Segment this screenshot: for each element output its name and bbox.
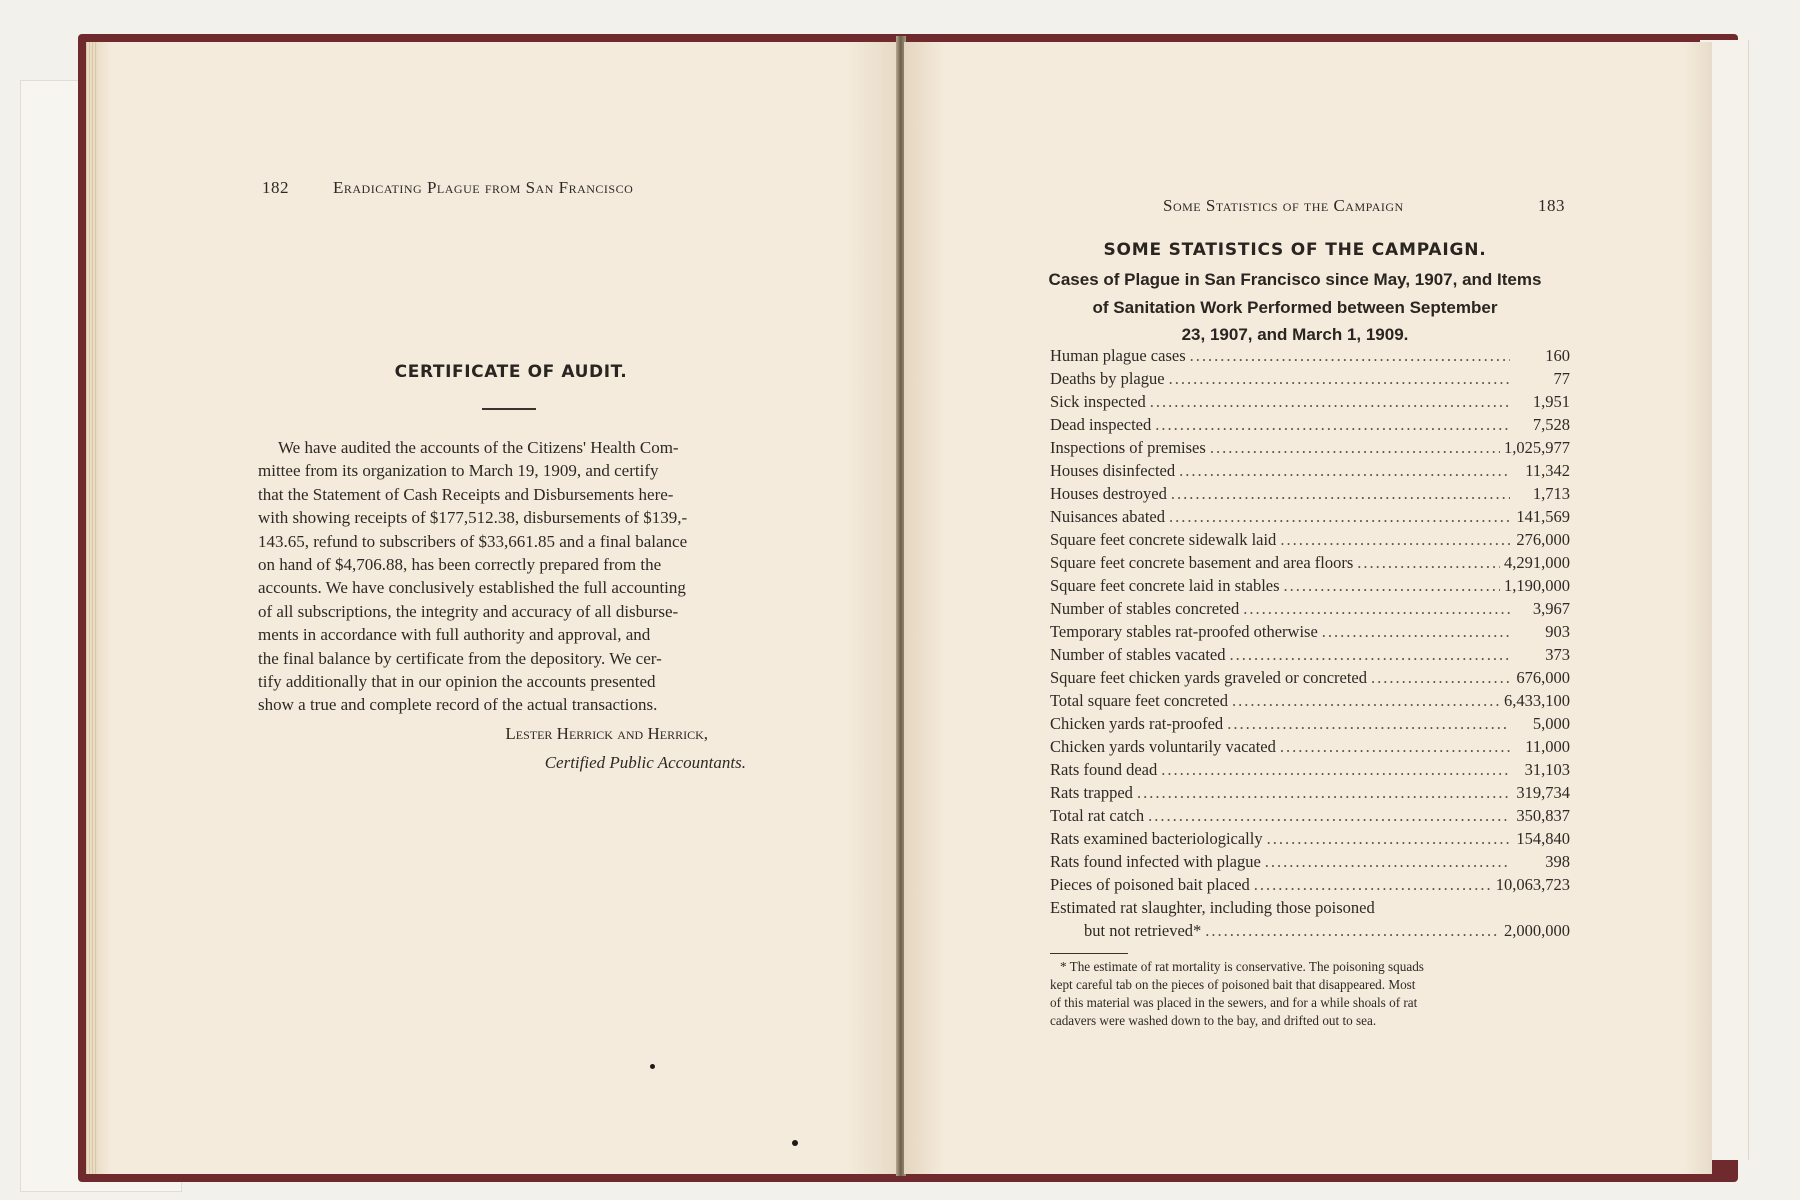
footnote-line: of this material was placed in the sewers, and for a while shoals of rat xyxy=(1050,995,1418,1010)
row-value: 1,951 xyxy=(1532,392,1570,411)
row-label: Chicken yards voluntarily vacated xyxy=(1050,737,1276,756)
row-value: 1,190,000 xyxy=(1504,576,1570,595)
leader-dots xyxy=(1179,461,1510,481)
title-divider xyxy=(482,408,536,410)
table-row xyxy=(1050,599,1570,622)
row-label: Rats trapped xyxy=(1050,783,1133,802)
table-row xyxy=(1050,875,1570,898)
table-row xyxy=(1050,553,1570,576)
row-label: Houses destroyed xyxy=(1050,484,1167,503)
table-row xyxy=(1050,507,1570,530)
row-value: 11,000 xyxy=(1525,737,1570,756)
table-row xyxy=(1050,852,1570,875)
signer-title: Certified Public Accountants. xyxy=(544,753,746,772)
row-label: Rats examined bacteriologically xyxy=(1050,829,1263,848)
footnote-line: kept careful tab on the pieces of poisoned bait that disappeared. Most xyxy=(1050,977,1416,992)
certificate-title: CERTIFICATE OF AUDIT. xyxy=(394,362,628,382)
leader-dots xyxy=(1169,369,1510,389)
leader-dots xyxy=(1137,783,1510,803)
certificate-line: 143.65, refund to subscribers of $33,661.85 and a final balance xyxy=(258,531,688,551)
statistics-title: SOME STATISTICS OF THE CAMPAIGN. xyxy=(1103,240,1487,260)
table-row xyxy=(1050,691,1570,714)
row-label: Square feet concrete laid in stables xyxy=(1050,576,1280,595)
row-label: Inspections of premises xyxy=(1050,438,1206,457)
row-value: 31,103 xyxy=(1524,760,1570,779)
right-page-number: 183 xyxy=(1538,196,1565,215)
certificate-body xyxy=(258,436,768,717)
certificate-line: that the Statement of Cash Receipts and Disbursements here- xyxy=(258,484,674,504)
footnote-line: * The estimate of rat mortality is conservative. The poisoning squads xyxy=(1060,959,1424,974)
certificate-line: mittee from its organization to March 19, 1909, and certify xyxy=(258,461,659,481)
footnote xyxy=(1050,958,1558,1030)
signer-name: Lester Herrick and Herrick, xyxy=(505,724,708,743)
certificate-line: ments in accordance with full authority and approval, and xyxy=(258,625,651,645)
table-row xyxy=(1050,760,1570,783)
row-value: 160 xyxy=(1545,346,1570,365)
row-label: Total rat catch xyxy=(1050,806,1145,825)
table-row xyxy=(1050,346,1570,369)
row-value: 77 xyxy=(1553,369,1570,388)
footnote-rule xyxy=(1050,953,1128,954)
subtitle-line: Cases of Plague in San Francisco since May, 1907, and Items xyxy=(1048,270,1542,289)
row-value: 2,000,000 xyxy=(1504,921,1570,940)
row-label: Number of stables concreted xyxy=(1050,599,1240,618)
table-row xyxy=(1050,484,1570,507)
subtitle-line: of Sanitation Work Performed between September xyxy=(1092,297,1498,317)
leader-dots xyxy=(1254,875,1492,895)
table-row xyxy=(1050,898,1570,921)
table-row xyxy=(1050,369,1570,392)
certificate-line: show a true and complete record of the actual transactions. xyxy=(258,695,658,715)
leader-dots xyxy=(1161,760,1510,780)
table-row xyxy=(1050,668,1570,691)
table-row xyxy=(1050,783,1570,806)
leader-dots xyxy=(1280,737,1510,757)
leader-dots xyxy=(1169,507,1510,527)
certificate-line: with showing receipts of $177,512.38, disbursements of $139,- xyxy=(258,508,688,528)
table-row xyxy=(1050,415,1570,438)
row-label: Rats found dead xyxy=(1050,760,1158,779)
row-label: Number of stables vacated xyxy=(1050,645,1226,664)
ink-speck xyxy=(792,1140,798,1146)
leader-dots xyxy=(1232,691,1500,711)
footnote-line: cadavers were washed down to the bay, and drifted out to sea. xyxy=(1050,1013,1377,1028)
certificate-line: accounts. We have conclusively established the full accounting xyxy=(258,578,686,598)
right-running-head: Some Statistics of the Campaign xyxy=(1163,196,1404,215)
row-value: 5,000 xyxy=(1532,714,1570,733)
leader-dots xyxy=(1267,829,1510,849)
table-row xyxy=(1050,530,1570,553)
row-value: 4,291,000 xyxy=(1504,553,1570,572)
row-label: Chicken yards rat-proofed xyxy=(1050,714,1224,733)
row-label: Rats found infected with plague xyxy=(1050,852,1261,871)
row-label: Sick inspected xyxy=(1050,392,1146,411)
row-label: Pieces of poisoned bait placed xyxy=(1050,875,1250,894)
table-row xyxy=(1050,714,1570,737)
table-row xyxy=(1050,622,1570,645)
leader-dots xyxy=(1265,852,1510,872)
leader-dots xyxy=(1150,392,1510,412)
leader-dots xyxy=(1284,576,1500,596)
table-row xyxy=(1050,737,1570,760)
row-label: Nuisances abated xyxy=(1050,507,1165,526)
row-value: 276,000 xyxy=(1516,530,1570,549)
row-label: Square feet concrete sidewalk laid xyxy=(1050,530,1277,549)
subtitle-line: 23, 1907, and March 1, 1909. xyxy=(1181,325,1409,344)
row-label: but not retrieved* xyxy=(1084,921,1202,940)
leader-dots xyxy=(1229,645,1510,665)
leader-dots xyxy=(1243,599,1510,619)
left-running-head: Eradicating Plague from San Francisco xyxy=(333,178,634,197)
page-edge-stack xyxy=(86,42,98,1174)
row-value: 350,837 xyxy=(1516,806,1570,825)
table-row xyxy=(1050,829,1570,852)
row-value: 1,713 xyxy=(1532,484,1570,503)
row-value: 10,063,723 xyxy=(1495,875,1570,894)
table-row xyxy=(1050,921,1570,944)
table-row xyxy=(1050,392,1570,415)
leader-dots xyxy=(1322,622,1510,642)
row-value: 373 xyxy=(1545,645,1570,664)
row-value: 398 xyxy=(1545,852,1570,871)
table-row xyxy=(1050,806,1570,829)
leader-dots xyxy=(1205,921,1500,941)
left-page-number: 182 xyxy=(262,178,289,197)
table-row xyxy=(1050,645,1570,668)
leader-dots xyxy=(1371,668,1510,688)
table-row xyxy=(1050,438,1570,461)
leader-dots xyxy=(1280,530,1510,550)
row-label: Deaths by plague xyxy=(1050,369,1165,388)
ink-speck xyxy=(650,1064,655,1069)
row-label: Houses disinfected xyxy=(1050,461,1176,480)
row-label: Dead inspected xyxy=(1050,415,1152,434)
statistics-subtitle xyxy=(1040,266,1550,349)
leader-dots xyxy=(1171,484,1510,504)
row-value: 1,025,977 xyxy=(1504,438,1570,457)
certificate-line: of all subscriptions, the integrity and accuracy of all disburse- xyxy=(258,601,679,621)
row-label: Estimated rat slaughter, including those poisoned xyxy=(1050,898,1375,917)
row-value: 11,342 xyxy=(1525,461,1570,480)
row-value: 141,569 xyxy=(1516,507,1570,526)
row-label: Temporary stables rat-proofed otherwise xyxy=(1050,622,1318,641)
row-value: 903 xyxy=(1545,622,1570,641)
leader-dots xyxy=(1190,346,1510,366)
row-label: Square feet chicken yards graveled or concreted xyxy=(1050,668,1368,687)
row-label: Total square feet concreted xyxy=(1050,691,1228,710)
leader-dots xyxy=(1357,553,1500,573)
leader-dots xyxy=(1148,806,1510,826)
table-row xyxy=(1050,576,1570,599)
certificate-line: on hand of $4,706.88, has been correctly prepared from the xyxy=(258,555,662,575)
row-label: Square feet concrete basement and area floors xyxy=(1050,553,1354,572)
row-value: 319,734 xyxy=(1516,783,1570,802)
statistics-table xyxy=(1050,346,1570,944)
row-value: 6,433,100 xyxy=(1504,691,1570,710)
leader-dots xyxy=(1227,714,1510,734)
certificate-line: tify additionally that in our opinion the accounts presented xyxy=(258,672,656,692)
table-row xyxy=(1050,461,1570,484)
row-value: 7,528 xyxy=(1532,415,1570,434)
leader-dots xyxy=(1210,438,1500,458)
certificate-line: We have audited the accounts of the Citizens' Health Com- xyxy=(278,438,679,457)
row-value: 676,000 xyxy=(1516,668,1570,687)
certificate-line: the final balance by certificate from the depository. We cer- xyxy=(258,648,662,668)
row-label: Human plague cases xyxy=(1050,346,1186,365)
leader-dots xyxy=(1155,415,1510,435)
row-value: 3,967 xyxy=(1532,599,1570,618)
row-value: 154,840 xyxy=(1516,829,1570,848)
